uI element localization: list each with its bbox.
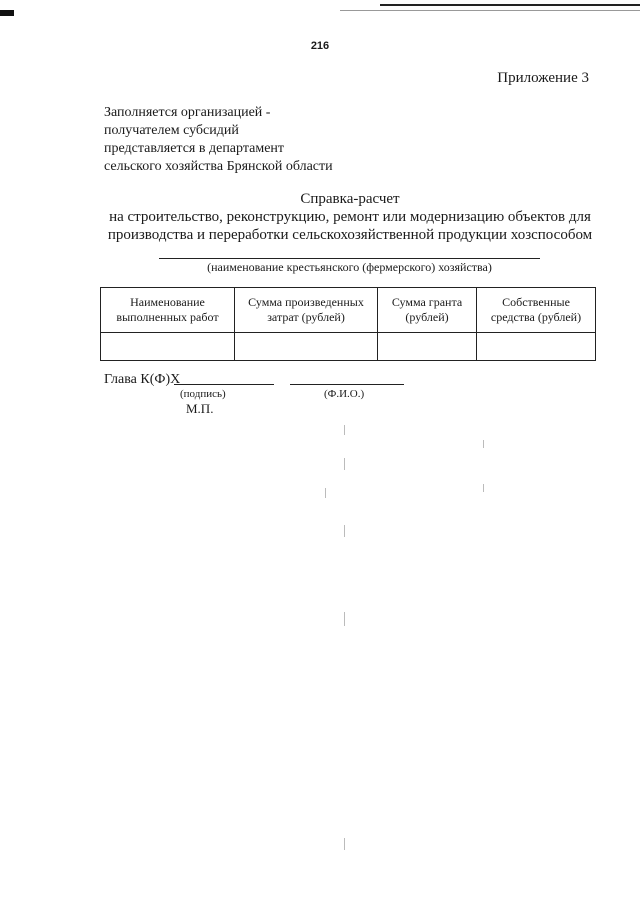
column-header-own-funds: Собственные средства (рублей) [477, 288, 596, 333]
scan-artifact-line-thin [340, 10, 640, 11]
head-label: Глава К(Ф)Х [104, 372, 181, 387]
scan-artifact-line [380, 4, 640, 6]
column-header-works: Наименование выполненных работ [101, 288, 235, 333]
signature-caption: (подпись) [180, 388, 226, 400]
table-row [101, 333, 596, 361]
full-name-field[interactable] [290, 384, 404, 385]
scan-speck [483, 484, 484, 492]
scan-speck [483, 440, 484, 448]
table-cell[interactable] [477, 333, 596, 361]
scan-speck [325, 488, 326, 498]
table-cell[interactable] [235, 333, 378, 361]
appendix-label: Приложение 3 [497, 70, 589, 86]
note-line: Заполняется организацией - [104, 105, 271, 120]
document-title [0, 190, 640, 244]
title-line: производства и переработки сельскохозяйственной продукции хозспособом [107, 227, 593, 243]
note-line: сельского хозяйства Брянской области [104, 159, 333, 174]
title-heading: Справка-расчет [300, 191, 400, 207]
table-header-row [101, 288, 596, 333]
org-name-field[interactable] [159, 258, 540, 259]
scan-speck [344, 838, 345, 850]
column-header-grant: Сумма гранта (рублей) [378, 288, 477, 333]
table-cell[interactable] [378, 333, 477, 361]
stamp-label: М.П. [186, 401, 214, 416]
submission-note [104, 104, 333, 176]
org-name-caption: (наименование крестьянского (фермерского) хозяйства) [207, 260, 492, 274]
scan-speck [344, 612, 345, 626]
table-cell[interactable] [101, 333, 235, 361]
note-line: получателем субсидий [104, 123, 239, 138]
scan-speck [344, 425, 345, 435]
title-line: на строительство, реконструкцию, ремонт или модернизацию объектов для [109, 209, 591, 225]
signature-field[interactable] [174, 384, 274, 385]
note-line: представляется в департамент [104, 141, 285, 156]
column-header-costs: Сумма произведенных затрат (рублей) [235, 288, 378, 333]
calculation-table [100, 287, 596, 361]
scan-speck [344, 458, 345, 470]
scan-speck [344, 525, 345, 537]
full-name-caption: (Ф.И.О.) [324, 388, 365, 400]
scan-artifact-corner [0, 10, 14, 16]
page-number: 216 [310, 40, 330, 52]
